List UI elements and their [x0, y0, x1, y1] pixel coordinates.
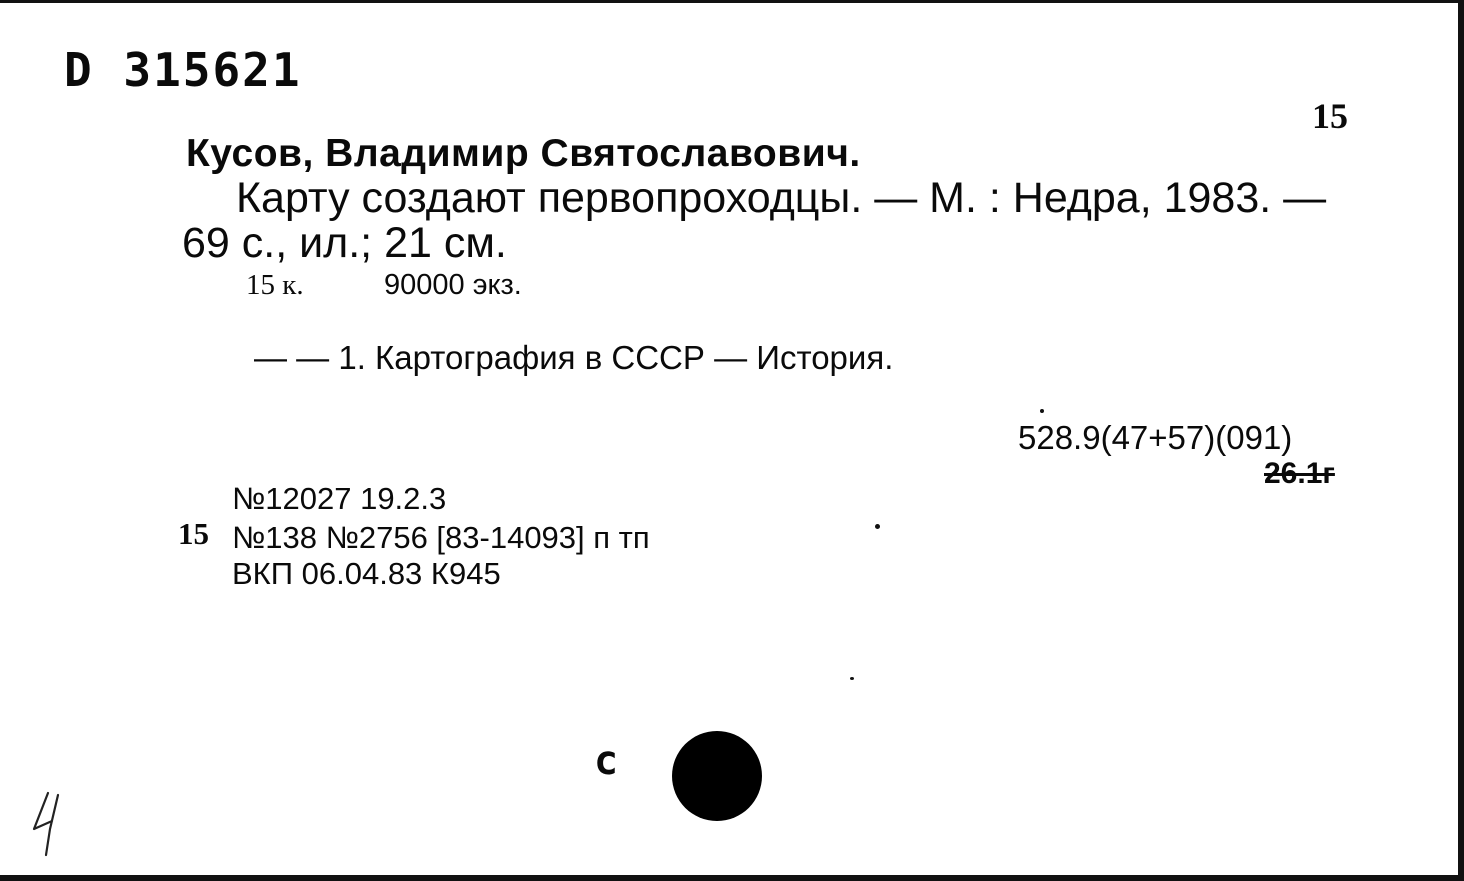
title-line-1: Карту создают первопроходцы. — М. : Недра, 1983. — [236, 174, 1327, 222]
ink-speck [1040, 409, 1044, 413]
print-run: 90000 экз. [384, 269, 522, 301]
tech-line-2: №138 №2756 [83-14093] п тп [232, 520, 650, 555]
subject-heading: — — 1. Картография в СССР — История. [254, 339, 894, 376]
tech-line-3: ВКП 06.04.83 К945 [232, 556, 501, 591]
price: 15 к. [246, 269, 304, 301]
udc-index: 528.9(47+57)(091) [1018, 419, 1293, 456]
black-dot-mark [672, 731, 762, 821]
corner-number: 15 [1312, 96, 1348, 136]
mark-letter: с [594, 738, 619, 784]
tech-line-1: №12027 19.2.3 [232, 481, 447, 516]
card-id: D 315621 [64, 43, 302, 97]
title-line-2: 69 с., ил.; 21 см. [182, 219, 507, 267]
ink-speck [850, 677, 854, 680]
tech-label: 15 [178, 516, 209, 551]
author-heading: Кусов, Владимир Святославович. [186, 132, 861, 175]
udc-secondary: 26.1г [1264, 457, 1335, 490]
ink-speck [875, 524, 880, 529]
handwritten-mark-icon [28, 789, 72, 861]
